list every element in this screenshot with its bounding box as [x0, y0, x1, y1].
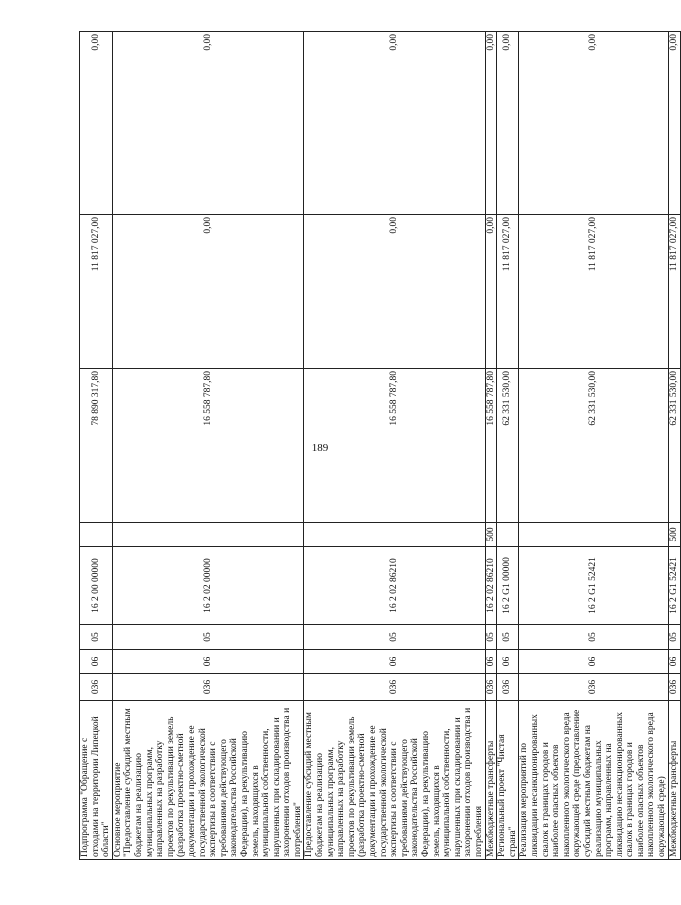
ministry-code: 036	[668, 674, 680, 701]
section-code: 06	[304, 650, 485, 674]
ministry-code: 036	[304, 674, 485, 701]
section-code: 06	[112, 650, 304, 674]
expense-type	[497, 523, 519, 547]
ministry-code: 036	[80, 674, 113, 701]
amount-1: 16 558 787,80	[304, 369, 485, 523]
expense-type	[80, 523, 113, 547]
ministry-code: 036	[485, 674, 497, 701]
amount-2: 0,00	[112, 215, 304, 369]
table-row	[497, 32, 519, 860]
table-row	[80, 32, 113, 860]
ministry-code: 036	[497, 674, 519, 701]
amount-2: 11 817 027,00	[519, 215, 668, 369]
table-row	[519, 32, 668, 860]
row-description: Региональный проект "Чистая страна"	[497, 701, 519, 860]
row-description: Реализация мероприятий по ликвидации несанкционированных свалок в границах городов и наиболее опасных объектов накопленного экологического вреда окружающей среде (предоставление субсидий местным бюджетам на реализацию муниципальных программ, направленных на ликвидацию несанкционированных свалок в границах городов и наиболее опасных объектов накопленного экологического вреда окружающей среде)	[519, 701, 668, 860]
target-article: 16 2 G1 52421	[519, 547, 668, 625]
subsection-code: 05	[668, 625, 680, 650]
subsection-code: 05	[485, 625, 497, 650]
subsection-code: 05	[519, 625, 668, 650]
table-row	[485, 32, 497, 860]
section-code: 06	[668, 650, 680, 674]
subsection-code: 05	[80, 625, 113, 650]
row-description: Подпрограмма "Обращение с отходами на территории Липецкой области"	[80, 701, 113, 860]
rotated-budget-table	[79, 32, 679, 860]
amount-3: 0,00	[668, 32, 680, 215]
amount-2: 11 817 027,00	[668, 215, 680, 369]
table-row	[112, 32, 304, 860]
amount-2: 11 817 027,00	[80, 215, 113, 369]
target-article: 16 2 02 86210	[304, 547, 485, 625]
amount-2: 11 817 027,00	[497, 215, 519, 369]
row-description: Межбюджетные трансферты	[485, 701, 497, 860]
expense-type: 500	[668, 523, 680, 547]
amount-3: 0,00	[485, 32, 497, 215]
amount-1: 62 331 530,00	[519, 369, 668, 523]
amount-1: 78 890 317,80	[80, 369, 113, 523]
section-code: 06	[485, 650, 497, 674]
section-code: 06	[519, 650, 668, 674]
expense-type	[112, 523, 304, 547]
expense-type: 500	[485, 523, 497, 547]
target-article: 16 2 00 00000	[80, 547, 113, 625]
table-row	[668, 32, 680, 860]
amount-3: 0,00	[80, 32, 113, 215]
target-article: 16 2 02 00000	[112, 547, 304, 625]
amount-1: 16 558 787,80	[112, 369, 304, 523]
amount-3: 0,00	[112, 32, 304, 215]
page-number: 189	[311, 442, 329, 454]
amount-1: 62 331 530,00	[497, 369, 519, 523]
table-row	[304, 32, 485, 860]
expense-type	[519, 523, 668, 547]
amount-1: 16 558 787,80	[485, 369, 497, 523]
budget-table	[79, 31, 681, 860]
ministry-code: 036	[112, 674, 304, 701]
subsection-code: 05	[112, 625, 304, 650]
row-description: Основное мероприятие "Предоставление субсидий местным бюджетам на реализацию муниципальных программ, направленных на разработку проектов по рекультивации земель (разработка проектно-сметной документации и прохождение ее государственной экологической экспертизы в соответствии с требованиями действующего законодательства Российской Федерации), на рекультивацию земель, находящихся в муниципальной собственности, нарушенных при складировании и захоронении отходов производства и потребления"	[112, 701, 304, 860]
section-code: 06	[80, 650, 113, 674]
ministry-code: 036	[519, 674, 668, 701]
section-code: 06	[497, 650, 519, 674]
amount-1: 62 331 530,00	[668, 369, 680, 523]
row-description: Межбюджетные трансферты	[668, 701, 680, 860]
target-article: 16 2 G1 52421	[668, 547, 680, 625]
expense-type	[304, 523, 485, 547]
row-description: Предоставление субсидий местным бюджетам на реализацию муниципальных программ, направленных на разработку проектов по рекультивации земель (разработка проектно-сметной документации и прохождение ее государственной экологической экспертизы в соответствии с требованиями действующего законодательства Российской Федерации), на рекультивацию земель, находящихся в муниципальной собственности, нарушенных при складировании и захоронении отходов производства и потребления	[304, 701, 485, 860]
subsection-code: 05	[497, 625, 519, 650]
target-article: 16 2 G1 00000	[497, 547, 519, 625]
subsection-code: 05	[304, 625, 485, 650]
target-article: 16 2 02 86210	[485, 547, 497, 625]
amount-3: 0,00	[519, 32, 668, 215]
amount-3: 0,00	[304, 32, 485, 215]
amount-2: 0,00	[485, 215, 497, 369]
amount-3: 0,00	[497, 32, 519, 215]
amount-2: 0,00	[304, 215, 485, 369]
